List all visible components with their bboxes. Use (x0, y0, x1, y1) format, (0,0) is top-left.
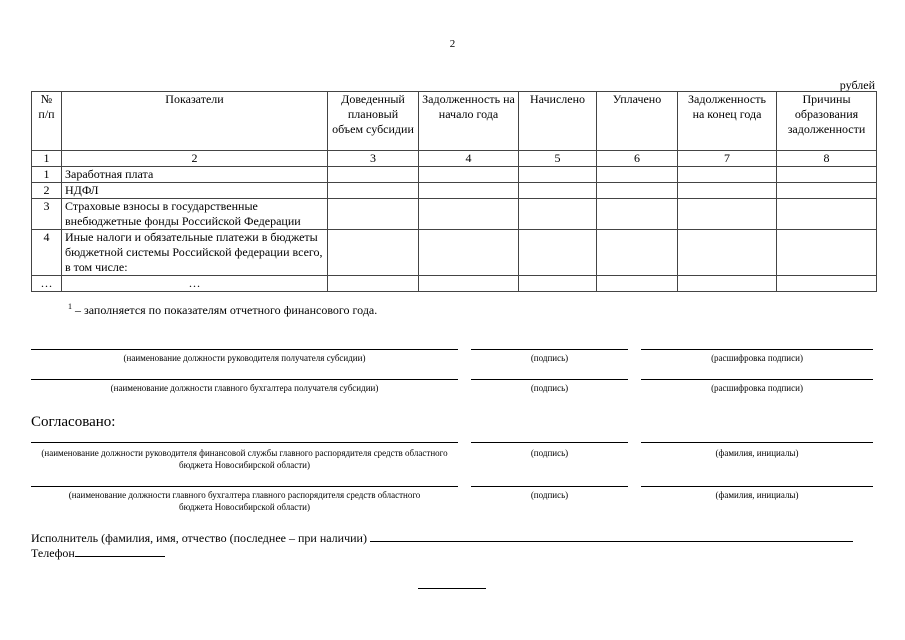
sign-caption: (подпись) (530, 448, 569, 458)
position-caption: (наименование должности главного бухгалтера получателя субсидии) (110, 383, 379, 393)
table-cell (777, 199, 877, 230)
table-cell (519, 183, 597, 199)
column-number-row (32, 151, 877, 167)
sign-caption: (подпись) (530, 490, 569, 500)
report-table (31, 91, 877, 292)
column-number: 4 (419, 151, 519, 167)
table-cell (777, 230, 877, 276)
table-cell (777, 183, 877, 199)
column-number: 6 (597, 151, 678, 167)
header-cell: Задолженность на конец года (678, 92, 777, 151)
table-cell (419, 230, 519, 276)
header-cell: Доведенный плановый объем субсидии (328, 92, 419, 151)
footnote (68, 302, 377, 318)
table-cell (419, 276, 519, 292)
table-cell (597, 276, 678, 292)
bottom-separator (418, 588, 486, 589)
row-number: 2 (32, 183, 62, 199)
table-cell (597, 230, 678, 276)
table-cell (519, 199, 597, 230)
column-number: 1 (32, 151, 62, 167)
table-cell (678, 276, 777, 292)
table-cell (597, 167, 678, 183)
table-header-row (32, 92, 877, 151)
table-row (32, 199, 877, 230)
signature-line-name[interactable] (641, 442, 873, 443)
column-number: 8 (777, 151, 877, 167)
executor-row (31, 531, 853, 546)
signature-line-name[interactable] (641, 486, 873, 487)
column-number: 3 (328, 151, 419, 167)
header-cell: Начислено (519, 92, 597, 151)
signature-line-sign[interactable] (471, 486, 628, 487)
header-cell: Показатели (62, 92, 328, 151)
column-number: 2 (62, 151, 328, 167)
table-cell (328, 199, 419, 230)
row-indicator: НДФЛ (62, 183, 328, 199)
phone-row (31, 546, 165, 561)
table-cell (419, 199, 519, 230)
position-caption: (наименование должности руководителя финансовой службы главного распорядителя средств областного бюджета Новосибирской области) (41, 448, 448, 470)
position-caption: (наименование должности главного бухгалтера главного распорядителя средств областного бюджета Новосибирской области) (68, 490, 421, 512)
row-number: 4 (32, 230, 62, 276)
table-cell (328, 276, 419, 292)
table-cell (678, 167, 777, 183)
agreed-title: Согласовано: (31, 414, 116, 430)
signature-line-position[interactable] (31, 442, 458, 443)
table-row (32, 167, 877, 183)
column-number: 7 (678, 151, 777, 167)
footnote-mark: 1 (68, 302, 72, 311)
table-cell (777, 167, 877, 183)
table-cell (777, 276, 877, 292)
row-indicator: Страховые взносы в государственные внебюджетные фонды Российской Федерации (62, 199, 328, 230)
header-cell: № п/п (32, 92, 62, 151)
page-number: 2 (449, 38, 456, 50)
table-cell (419, 183, 519, 199)
phone-field[interactable] (75, 546, 165, 557)
table-cell (678, 183, 777, 199)
footnote-text: – заполняется по показателям отчетного финансового года. (72, 303, 378, 317)
signature-line-sign[interactable] (471, 349, 628, 350)
table-cell (519, 276, 597, 292)
signature-line-sign[interactable] (471, 442, 628, 443)
signature-line-position[interactable] (31, 486, 458, 487)
signature-line-name[interactable] (641, 379, 873, 380)
executor-label: Исполнитель (фамилия, имя, отчество (последнее – при наличии) (31, 531, 367, 545)
name-caption: (расшифровка подписи) (711, 383, 803, 393)
sign-caption: (подпись) (530, 353, 569, 363)
name-caption: (фамилия, инициалы) (715, 448, 799, 458)
table-row (32, 183, 877, 199)
row-number: 3 (32, 199, 62, 230)
sign-caption: (подпись) (530, 383, 569, 393)
table-cell (328, 230, 419, 276)
phone-label: Телефон (31, 546, 75, 560)
table-cell (419, 167, 519, 183)
signature-line-position[interactable] (31, 379, 458, 380)
row-indicator: Иные налоги и обязательные платежи в бюджеты бюджетной системы Российской федерации всего, в том числе: (62, 230, 328, 276)
signature-line-sign[interactable] (471, 379, 628, 380)
name-caption: (расшифровка подписи) (711, 353, 803, 363)
table-row (32, 230, 877, 276)
table-cell (678, 230, 777, 276)
name-caption: (фамилия, инициалы) (715, 490, 799, 500)
row-indicator: … (62, 276, 328, 292)
position-caption: (наименование должности руководителя получателя субсидии) (123, 353, 366, 363)
table-cell (328, 183, 419, 199)
row-indicator: Заработная плата (62, 167, 328, 183)
signature-line-position[interactable] (31, 349, 458, 350)
table-cell (519, 167, 597, 183)
executor-field[interactable] (370, 531, 853, 542)
row-number: … (32, 276, 62, 292)
table-cell (597, 183, 678, 199)
signature-line-name[interactable] (641, 349, 873, 350)
header-cell: Причины образования задолженности (777, 92, 877, 151)
table-row (32, 276, 877, 292)
table-cell (597, 199, 678, 230)
column-number: 5 (519, 151, 597, 167)
units-label: рублей (839, 78, 875, 92)
table-cell (328, 167, 419, 183)
table-cell (519, 230, 597, 276)
header-cell: Уплачено (597, 92, 678, 151)
row-number: 1 (32, 167, 62, 183)
table-cell (678, 199, 777, 230)
header-cell: Задолженность на начало года (419, 92, 519, 151)
